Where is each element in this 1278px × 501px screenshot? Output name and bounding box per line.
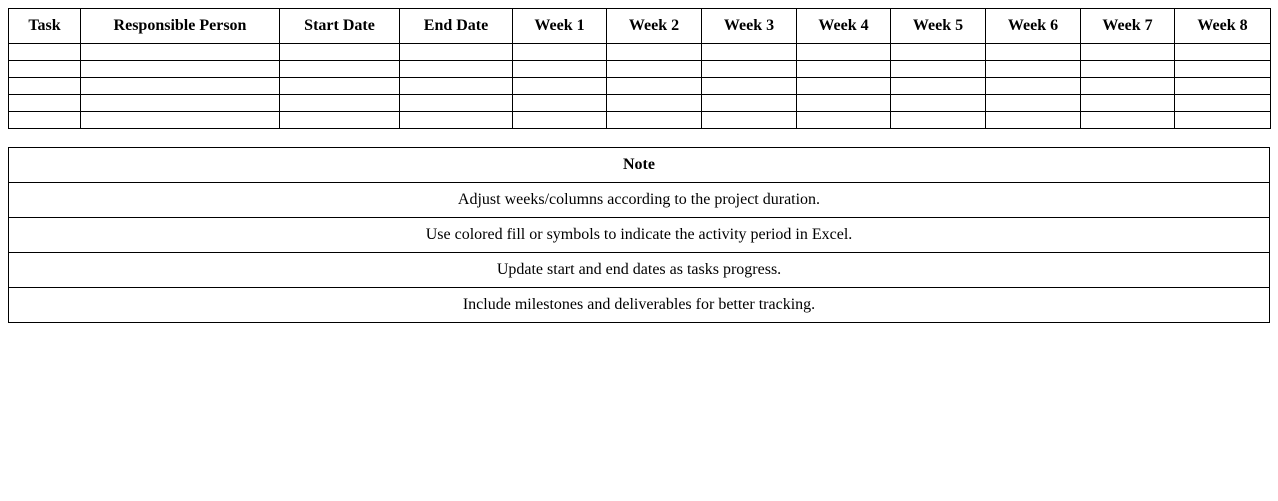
table-cell[interactable] (513, 44, 607, 61)
table-row (9, 78, 1271, 95)
note-item-3: Update start and end dates as tasks progress. (9, 253, 1270, 288)
table-cell[interactable] (513, 61, 607, 78)
schedule-body (9, 44, 1271, 129)
note-row (9, 218, 1270, 253)
header-week-5: Week 5 (891, 9, 986, 44)
table-cell[interactable] (280, 61, 400, 78)
table-cell[interactable] (1081, 112, 1175, 129)
table-cell[interactable] (891, 61, 986, 78)
table-cell[interactable] (797, 95, 891, 112)
table-cell[interactable] (797, 112, 891, 129)
table-cell[interactable] (702, 61, 797, 78)
table-cell[interactable] (607, 78, 702, 95)
note-item-2: Use colored fill or symbols to indicate the activity period in Excel. (9, 218, 1270, 253)
table-row (9, 112, 1271, 129)
table-cell[interactable] (607, 61, 702, 78)
table-cell[interactable] (702, 112, 797, 129)
note-row (9, 183, 1270, 218)
table-cell[interactable] (1175, 112, 1271, 129)
header-task: Task (9, 9, 81, 44)
table-cell[interactable] (280, 112, 400, 129)
table-cell[interactable] (607, 95, 702, 112)
table-cell[interactable] (81, 78, 280, 95)
table-cell[interactable] (986, 61, 1081, 78)
notes-header-row (9, 148, 1270, 183)
table-cell[interactable] (702, 78, 797, 95)
table-cell[interactable] (1081, 61, 1175, 78)
table-row (9, 95, 1271, 112)
table-cell[interactable] (9, 112, 81, 129)
note-item-4: Include milestones and deliverables for better tracking. (9, 288, 1270, 323)
table-cell[interactable] (1081, 44, 1175, 61)
header-week-6: Week 6 (986, 9, 1081, 44)
header-week-8: Week 8 (1175, 9, 1271, 44)
header-week-2: Week 2 (607, 9, 702, 44)
table-cell[interactable] (1175, 78, 1271, 95)
table-cell[interactable] (280, 44, 400, 61)
table-cell[interactable] (797, 61, 891, 78)
table-cell[interactable] (280, 78, 400, 95)
table-cell[interactable] (891, 78, 986, 95)
table-cell[interactable] (1081, 78, 1175, 95)
table-cell[interactable] (400, 44, 513, 61)
header-week-4: Week 4 (797, 9, 891, 44)
table-cell[interactable] (400, 112, 513, 129)
schedule-table (8, 8, 1271, 129)
table-cell[interactable] (81, 61, 280, 78)
table-cell[interactable] (986, 95, 1081, 112)
note-item-1: Adjust weeks/columns according to the project duration. (9, 183, 1270, 218)
table-cell[interactable] (81, 112, 280, 129)
note-row (9, 253, 1270, 288)
table-cell[interactable] (797, 44, 891, 61)
table-cell[interactable] (607, 44, 702, 61)
table-cell[interactable] (1081, 95, 1175, 112)
header-responsible-person: Responsible Person (81, 9, 280, 44)
table-cell[interactable] (986, 44, 1081, 61)
table-cell[interactable] (9, 78, 81, 95)
table-cell[interactable] (9, 95, 81, 112)
table-cell[interactable] (891, 112, 986, 129)
table-row (9, 61, 1271, 78)
table-row (9, 44, 1271, 61)
table-cell[interactable] (513, 112, 607, 129)
header-week-1: Week 1 (513, 9, 607, 44)
schedule-header-row (9, 9, 1271, 44)
notes-header: Note (9, 148, 1270, 183)
table-cell[interactable] (9, 44, 81, 61)
table-cell[interactable] (986, 78, 1081, 95)
table-cell[interactable] (986, 112, 1081, 129)
table-cell[interactable] (607, 112, 702, 129)
table-cell[interactable] (891, 44, 986, 61)
table-cell[interactable] (513, 95, 607, 112)
notes-table (8, 147, 1270, 323)
table-cell[interactable] (81, 44, 280, 61)
note-row (9, 288, 1270, 323)
table-cell[interactable] (702, 44, 797, 61)
table-cell[interactable] (513, 78, 607, 95)
table-cell[interactable] (797, 78, 891, 95)
table-cell[interactable] (9, 61, 81, 78)
header-week-7: Week 7 (1081, 9, 1175, 44)
table-cell[interactable] (280, 95, 400, 112)
table-cell[interactable] (400, 95, 513, 112)
table-cell[interactable] (400, 61, 513, 78)
table-cell[interactable] (1175, 95, 1271, 112)
table-cell[interactable] (1175, 61, 1271, 78)
table-cell[interactable] (702, 95, 797, 112)
header-start-date: Start Date (280, 9, 400, 44)
header-week-3: Week 3 (702, 9, 797, 44)
table-cell[interactable] (400, 78, 513, 95)
table-cell[interactable] (1175, 44, 1271, 61)
table-cell[interactable] (81, 95, 280, 112)
table-cell[interactable] (891, 95, 986, 112)
header-end-date: End Date (400, 9, 513, 44)
